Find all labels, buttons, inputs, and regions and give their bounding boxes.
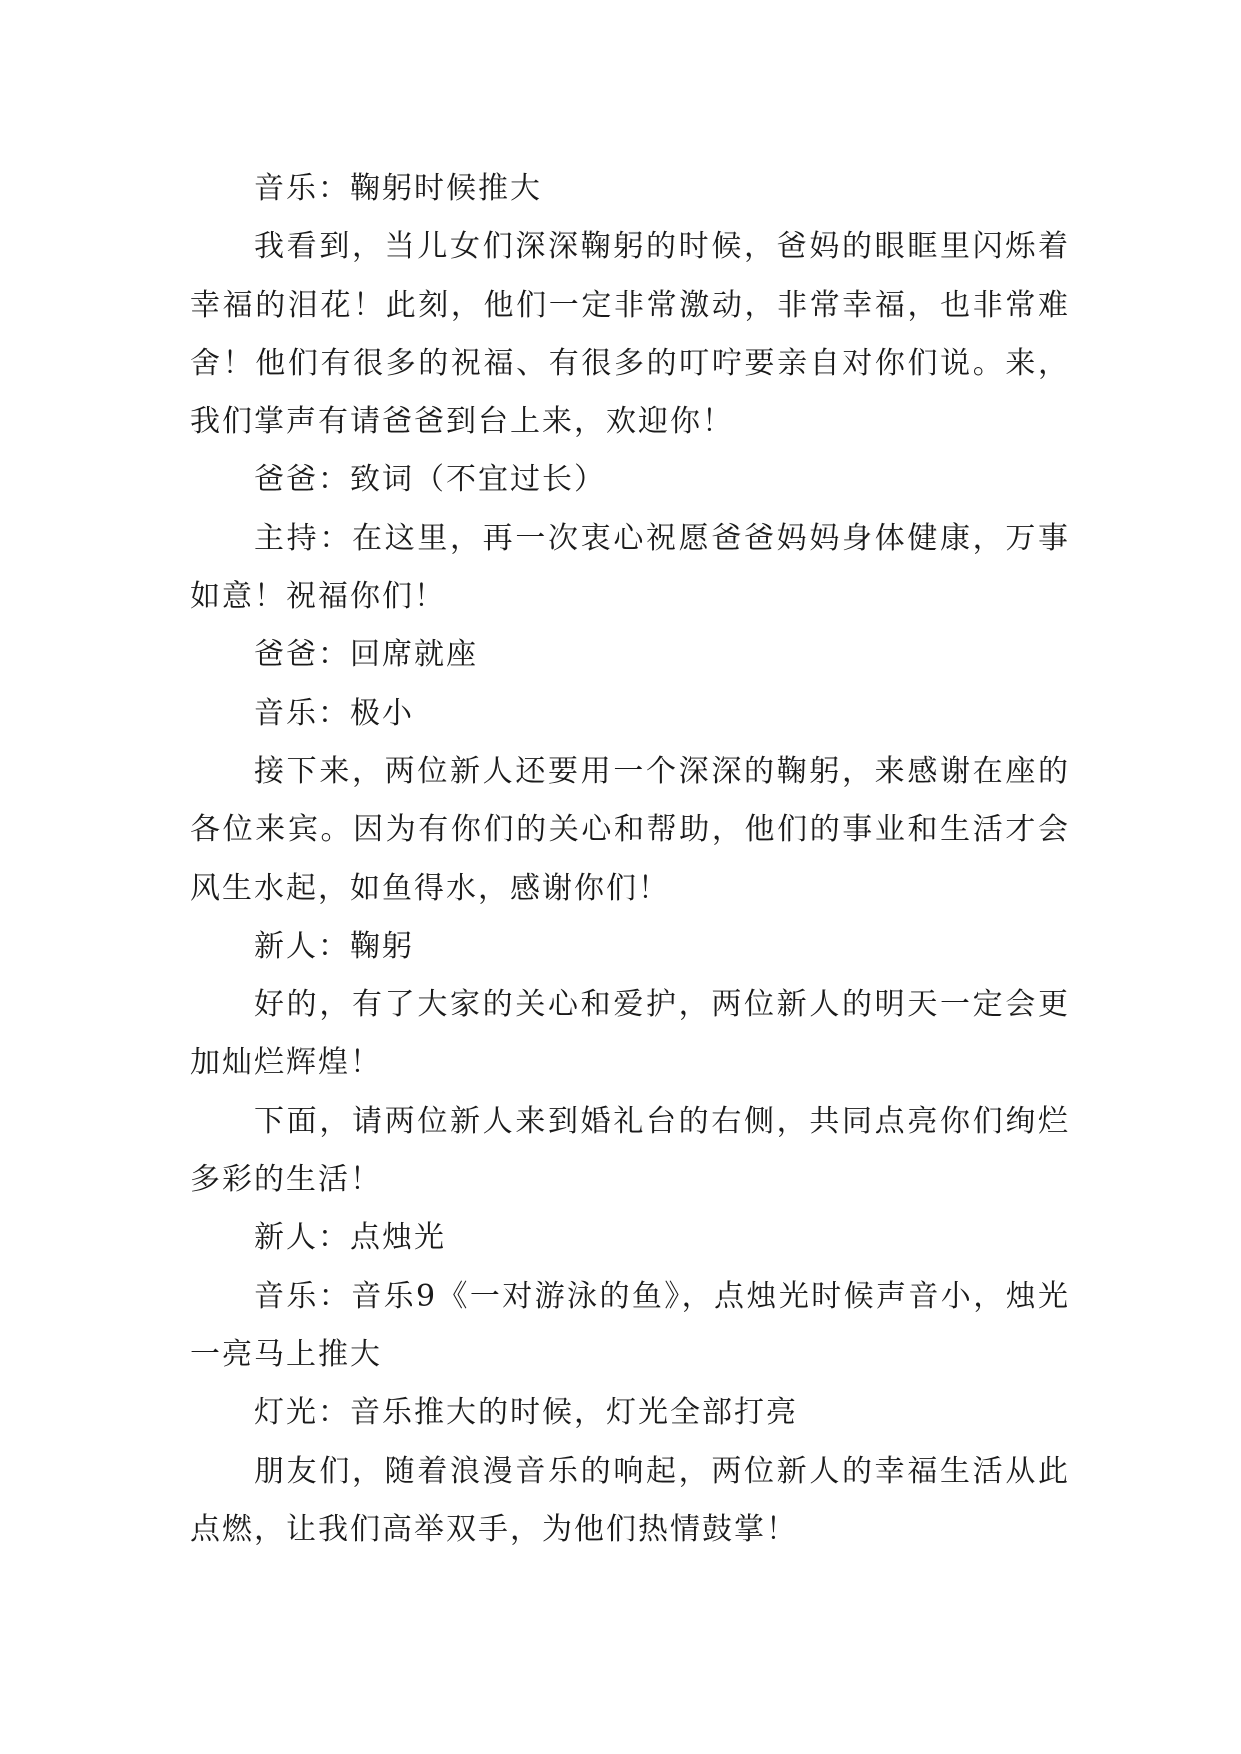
paragraph-parents-tears: 我看到，当儿女们深深鞠躬的时候，爸妈的眼眶里闪烁着幸福的泪花！此刻，他们一定非常激动，非常幸福，也非常难舍！他们有很多的祝福、有很多的叮咛要亲自对你们说。来，我们掌声有请爸爸到台上来，欢迎你！ — [190, 229, 1070, 440]
paragraph-dad-speech: 爸爸：致词（不宜过长） — [254, 462, 606, 498]
paragraph-couple-candles: 新人：点烛光 — [254, 1220, 446, 1256]
paragraph-bright-future: 好的，有了大家的关心和爱护，两位新人的明天一定会更加灿烂辉煌！ — [190, 987, 1070, 1081]
document-body — [190, 160, 1070, 1559]
paragraph-lighting: 灯光：音乐推大的时候，灯光全部打亮 — [254, 1395, 798, 1431]
paragraph-applause: 朋友们，随着浪漫音乐的响起，两位新人的幸福生活从此点燃，让我们高举双手，为他们热情鼓掌！ — [190, 1453, 1070, 1547]
paragraph-music-bow: 音乐：鞠躬时候推大 — [254, 171, 542, 206]
paragraph-music-fish: 音乐：音乐9《一对游泳的鱼》，点烛光时候声音小，烛光一亮马上推大 — [190, 1278, 1070, 1372]
paragraph-light-candles-intro: 下面，请两位新人来到婚礼台的右侧，共同点亮你们绚烂多彩的生活！ — [190, 1103, 1070, 1198]
paragraph-dad-return: 爸爸：回席就座 — [254, 637, 478, 673]
paragraph-couple-bow: 新人：鞠躬 — [254, 928, 414, 964]
paragraph-host-blessing: 主持：在这里，再一次衷心祝愿爸爸妈妈身体健康，万事如意！祝福你们！ — [190, 520, 1070, 615]
paragraph-music-low: 音乐：极小 — [254, 695, 414, 731]
paragraph-thank-guests: 接下来，两位新人还要用一个深深的鞠躬，来感谢在座的各位来宾。因为有你们的关心和帮助，他们的事业和生活才会风生水起，如鱼得水，感谢你们！ — [190, 753, 1070, 906]
